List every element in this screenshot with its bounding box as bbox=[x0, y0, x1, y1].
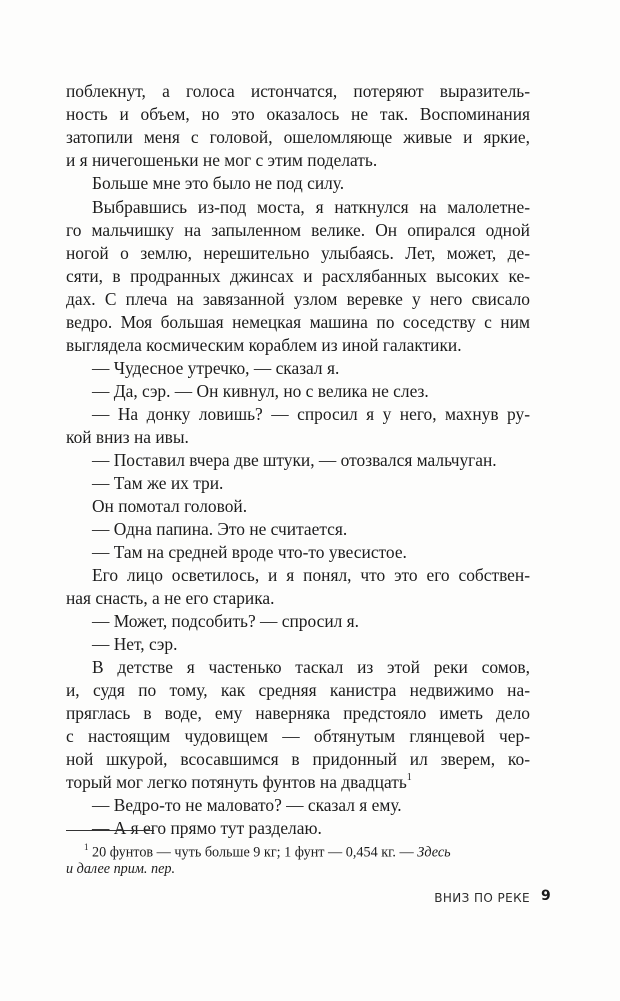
text-line: В детстве я частенько таскал из этой реки сомов, bbox=[92, 657, 530, 677]
text-line bbox=[66, 771, 530, 793]
footnote-text: 20 фунтов — чуть больше 9 кг; 1 фунт — 0,454 кг. — bbox=[92, 844, 418, 861]
footnote-text-italic: Здесь bbox=[417, 844, 451, 861]
dialogue-line: — Поставил вчера две штуки, — отозвался мальчуган. bbox=[92, 450, 497, 470]
footnote-text-italic: и далее прим. пер. bbox=[66, 861, 176, 877]
text-line: пряглась в воде, ему наверняка предстояло иметь дело bbox=[66, 703, 530, 723]
dialogue-line: — Да, сэр. — Он кивнул, но с велика не слез. bbox=[92, 381, 429, 401]
dialogue-line: — Может, подсобить? — спросил я. bbox=[92, 611, 360, 631]
dialogue-line: — Нет, сэр. bbox=[92, 634, 178, 654]
text-line: Выбравшись из-под моста, я наткнулся на малолетне- bbox=[92, 197, 530, 217]
dialogue-line: — Чудесное утречко, — сказал я. bbox=[92, 358, 340, 378]
text-line: ной шкурой, всосавшимся в придонный ил зверем, ко- bbox=[66, 749, 530, 769]
text-line: ность и объем, но это оказалось не так. Воспоминания bbox=[66, 104, 530, 124]
text-line: го мальчишку на запыленном велике. Он опирался одной bbox=[66, 220, 530, 240]
text-line: и, судя по тому, как средняя канистра недвижимо на- bbox=[66, 680, 530, 700]
running-head: ВНИЗ ПО РЕКЕ bbox=[434, 891, 530, 905]
text-line: ногой о землю, нерешительно улыбаясь. Лет, может, де- bbox=[66, 243, 530, 263]
text-line: затопили меня с головой, ошеломляюще живые и яркие, bbox=[66, 127, 530, 147]
footnote-divider bbox=[66, 830, 154, 831]
footnote-marker: 1 bbox=[84, 842, 89, 852]
dialogue-line: — А я его прямо тут разделаю. bbox=[92, 818, 322, 838]
footnote-reference[interactable]: 1 bbox=[406, 772, 412, 784]
text-line: ведро. Моя большая немецкая машина по соседству с ним bbox=[66, 312, 530, 332]
text-line: сяти, в продранных джинсах и расхлябанных высоких ке- bbox=[66, 266, 530, 286]
dialogue-line: — На донку ловишь? — спросил я у него, махнув ру- bbox=[92, 404, 530, 424]
text-line: с настоящим чудовищем — обтянутым глянцевой чер- bbox=[66, 726, 530, 746]
dialogue-line: — Ведро-то не маловато? — сказал я ему. bbox=[92, 795, 402, 815]
text-line: поблекнут, а голоса истончатся, потеряют выразитель- bbox=[66, 81, 530, 101]
text-line: выглядела космическим кораблем из иной галактики. bbox=[66, 335, 462, 355]
text-line-content: торый мог легко потянуть фунтов на двадцать bbox=[66, 772, 407, 792]
dialogue-line: — Там же их три. bbox=[92, 473, 224, 493]
dialogue-line: — Там на средней вроде что-то увесистое. bbox=[92, 542, 407, 562]
dialogue-line: — Одна папина. Это не считается. bbox=[92, 519, 348, 539]
text-line: Его лицо осветилось, и я понял, что это его собствен- bbox=[92, 565, 530, 585]
text-line: Больше мне это было не под силу. bbox=[92, 173, 345, 193]
page-number: 9 bbox=[541, 888, 551, 904]
text-line: и я ничегошеньки не мог с этим поделать. bbox=[66, 150, 378, 170]
text-line: ная снасть, а не его старика. bbox=[66, 588, 275, 608]
text-line: Он помотал головой. bbox=[92, 496, 248, 516]
footnote-line bbox=[66, 859, 530, 880]
text-line: дах. С плеча на завязанной узлом веревке у него свисало bbox=[66, 289, 530, 309]
text-line: кой вниз на ивы. bbox=[66, 427, 189, 447]
